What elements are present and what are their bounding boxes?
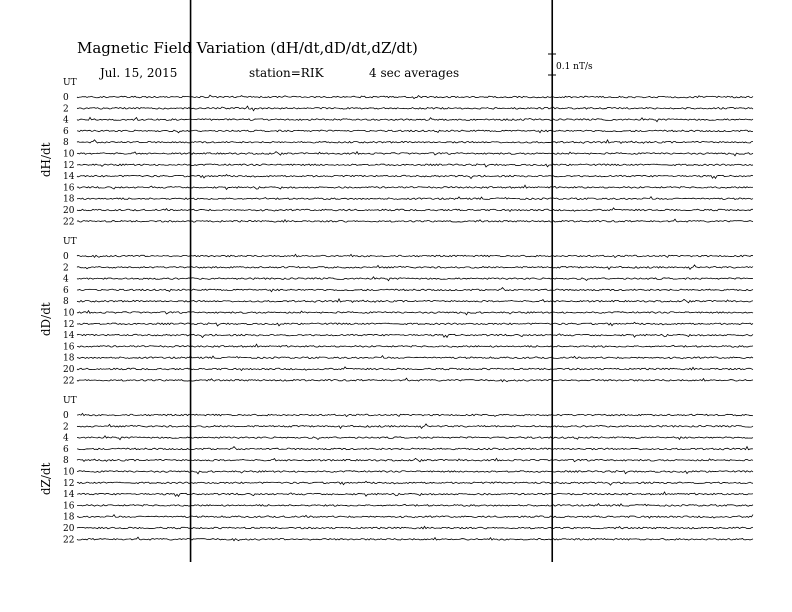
- row-label: 0: [63, 93, 69, 103]
- row-label: 14: [63, 172, 75, 183]
- row-label: 14: [63, 331, 75, 342]
- trace-line: [77, 117, 753, 121]
- scale-bar: [548, 54, 593, 75]
- row-label: 14: [63, 490, 75, 501]
- trace-line: [77, 413, 753, 416]
- trace-line: [77, 106, 753, 111]
- row-label: 2: [63, 422, 69, 433]
- trace-line: [77, 164, 753, 167]
- panel-axis-label: dZ/dt: [39, 462, 53, 496]
- trace-line: [77, 130, 753, 133]
- row-label: 12: [63, 160, 75, 171]
- row-label: 4: [63, 433, 69, 444]
- row-label: 22: [63, 217, 75, 228]
- ut-label: UT: [63, 396, 77, 406]
- trace-line: [77, 447, 753, 450]
- row-label: 18: [63, 512, 75, 523]
- row-label: 22: [63, 535, 75, 546]
- trace-line: [77, 265, 753, 269]
- trace-line: [77, 537, 753, 541]
- row-label: 6: [63, 126, 69, 137]
- trace-line: [77, 424, 753, 428]
- panel-axis-label: dD/dt: [39, 302, 53, 337]
- trace-line: [77, 436, 753, 440]
- trace-line: [77, 334, 753, 338]
- row-label: 20: [63, 206, 75, 216]
- station-label: station=RIK: [249, 66, 324, 80]
- panel-3: [39, 396, 753, 545]
- row-label: 10: [63, 308, 75, 319]
- row-label: 18: [63, 194, 75, 205]
- trace-line: [77, 277, 753, 281]
- row-label: 0: [63, 411, 69, 421]
- scale-bar-label: 0.1 nT/s: [556, 62, 593, 72]
- trace-line: [77, 299, 753, 303]
- trace-line: [77, 367, 753, 371]
- chart-title: Magnetic Field Variation (dH/dt,dD/dt,dZ/dt): [77, 39, 418, 57]
- row-label: 10: [63, 149, 75, 160]
- row-label: 6: [63, 444, 69, 455]
- trace-line: [77, 197, 753, 200]
- row-label: 12: [63, 319, 75, 330]
- row-label: 20: [63, 524, 75, 534]
- row-label: 22: [63, 376, 75, 387]
- row-label: 16: [63, 342, 75, 353]
- row-label: 8: [63, 456, 69, 467]
- event-markers: [191, 0, 553, 562]
- trace-line: [77, 481, 753, 485]
- row-label: 8: [63, 138, 69, 149]
- row-label: 2: [63, 104, 69, 115]
- trace-line: [77, 526, 753, 528]
- row-label: 20: [63, 365, 75, 375]
- trace-line: [77, 219, 753, 222]
- row-label: 16: [63, 183, 75, 194]
- panel-axis-label: dH/dt: [39, 142, 53, 178]
- trace-line: [77, 254, 753, 257]
- panel-1: [39, 78, 753, 227]
- row-label: 4: [63, 115, 69, 126]
- trace-line: [77, 515, 753, 519]
- averaging-label: 4 sec averages: [369, 66, 460, 80]
- panel-2: [39, 237, 753, 386]
- row-label: 12: [63, 478, 75, 489]
- ut-label: UT: [63, 237, 77, 247]
- trace-line: [77, 185, 753, 189]
- trace-line: [77, 288, 753, 292]
- date-label: Jul. 15, 2015: [100, 66, 178, 80]
- row-label: 16: [63, 501, 75, 512]
- row-label: 8: [63, 297, 69, 308]
- trace-line: [77, 175, 753, 179]
- row-label: 6: [63, 285, 69, 296]
- trace-line: [77, 356, 753, 359]
- trace-line: [77, 344, 753, 347]
- ut-label: UT: [63, 78, 77, 88]
- trace-line: [77, 378, 753, 382]
- row-label: 4: [63, 274, 69, 285]
- row-label: 18: [63, 353, 75, 364]
- trace-line: [77, 311, 753, 315]
- trace-line: [77, 208, 753, 212]
- trace-line: [77, 95, 753, 98]
- panels: [39, 78, 753, 545]
- row-label: 10: [63, 467, 75, 478]
- trace-line: [77, 492, 753, 496]
- trace-line: [77, 504, 753, 507]
- trace-line: [77, 471, 753, 474]
- row-label: 2: [63, 263, 69, 274]
- row-label: 0: [63, 252, 69, 262]
- trace-line: [77, 140, 753, 144]
- trace-line: [77, 152, 753, 156]
- trace-line: [77, 322, 753, 326]
- trace-line: [77, 458, 753, 461]
